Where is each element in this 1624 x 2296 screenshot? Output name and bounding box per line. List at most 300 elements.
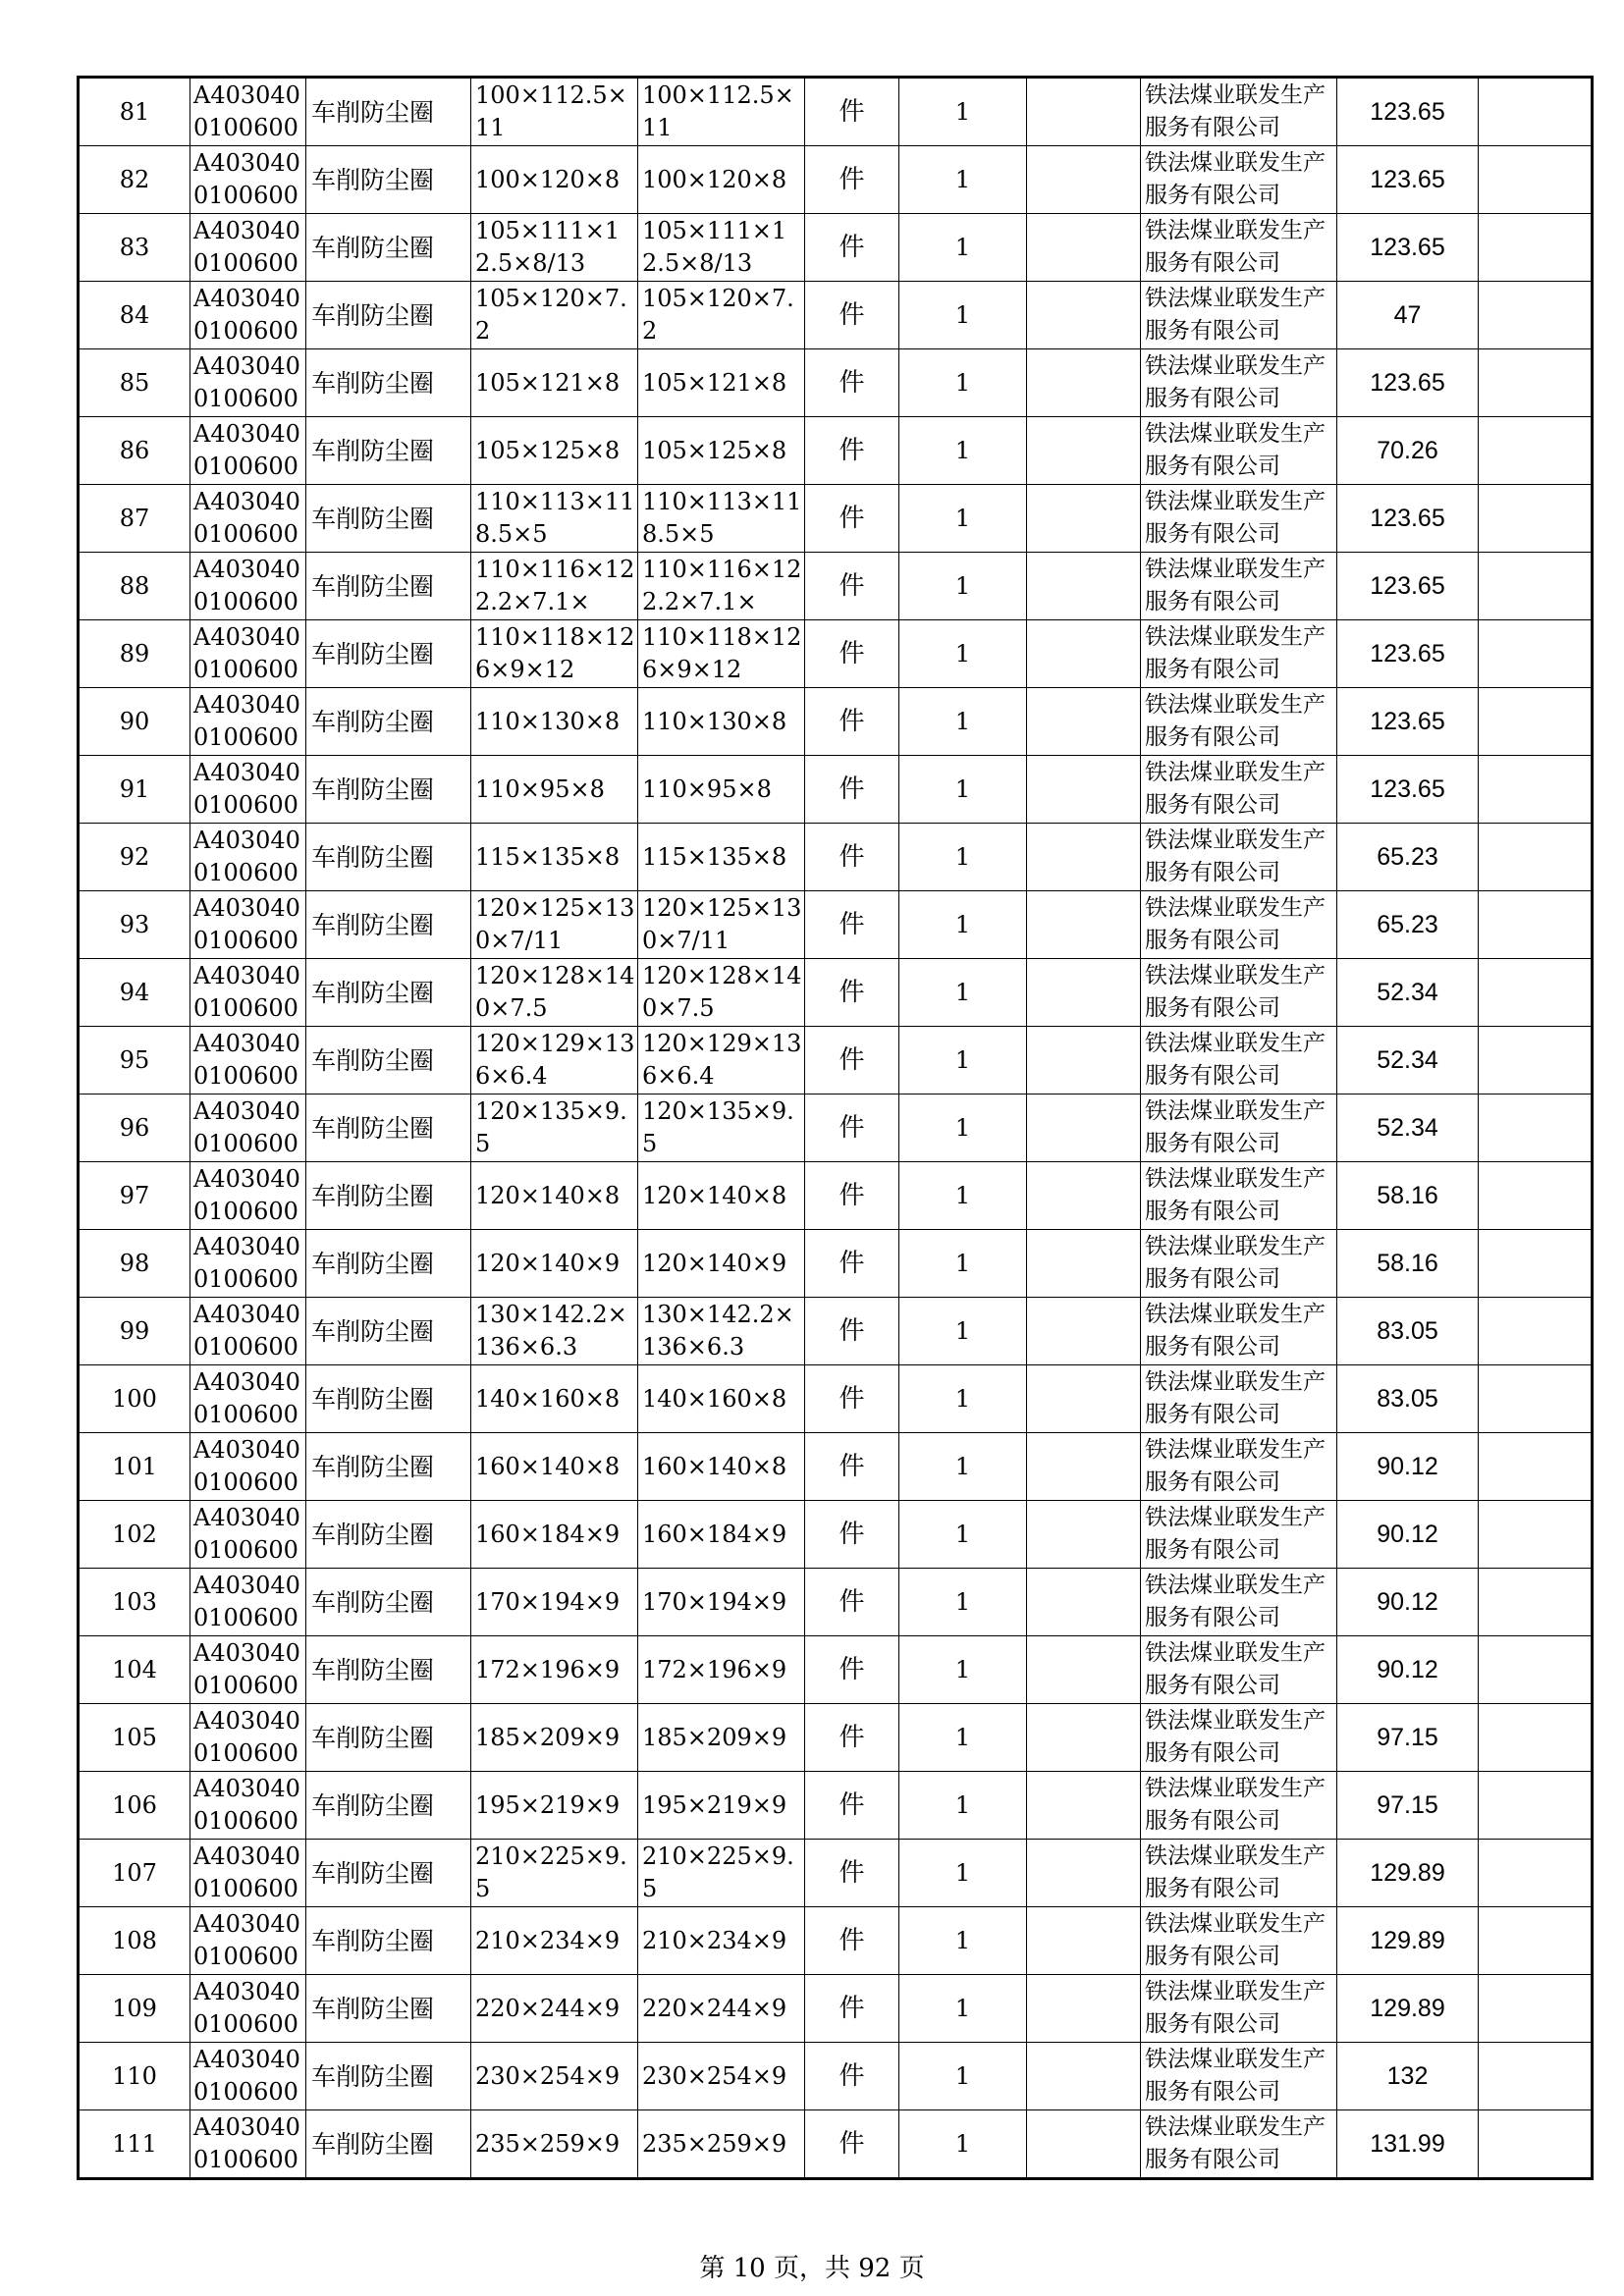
cell-unit: 件 [805,2110,899,2179]
cell-material-code [190,1298,306,1365]
material-code-line-1: A403040 [193,691,300,719]
material-code-line-2: 0100600 [193,791,298,819]
cell-material-code [190,2110,306,2179]
cell-serial-number: 97 [79,1162,190,1230]
cell-supplier: 铁法煤业联发生产服务有限公司 [1141,824,1337,891]
cell-supplier: 铁法煤业联发生产服务有限公司 [1141,756,1337,824]
cell-remark [1479,417,1593,485]
table-row [79,2110,1593,2179]
cell-supplier: 铁法煤业联发生产服务有限公司 [1141,1704,1337,1772]
cell-price: 52.34 [1337,1095,1479,1162]
cell-model: 230×254×9 [638,2043,805,2110]
cell-model: 130×142.2×136×6.3 [638,1298,805,1365]
cell-unit: 件 [805,1636,899,1704]
cell-specification: 210×225×9.5 [471,1840,638,1907]
material-code-line-1: A403040 [193,217,300,244]
cell-quantity: 1 [899,1162,1027,1230]
cell-quantity: 1 [899,2110,1027,2179]
cell-empty [1027,1365,1141,1433]
price-list-table-container [77,76,1591,2180]
cell-quantity: 1 [899,959,1027,1027]
cell-model: 100×112.5×11 [638,78,805,146]
cell-supplier: 铁法煤业联发生产服务有限公司 [1141,485,1337,553]
cell-unit: 件 [805,1433,899,1501]
material-code-line-1: A403040 [193,759,300,786]
table-body [79,78,1593,2179]
cell-quantity: 1 [899,349,1027,417]
cell-price: 58.16 [1337,1162,1479,1230]
cell-serial-number: 94 [79,959,190,1027]
cell-remark [1479,620,1593,688]
cell-remark [1479,485,1593,553]
cell-unit: 件 [805,1772,899,1840]
cell-empty [1027,1298,1141,1365]
cell-supplier: 铁法煤业联发生产服务有限公司 [1141,1298,1337,1365]
cell-serial-number: 92 [79,824,190,891]
cell-price: 132 [1337,2043,1479,2110]
cell-remark [1479,1569,1593,1636]
cell-unit: 件 [805,2043,899,2110]
material-code-line-1: A403040 [193,894,300,922]
cell-material-name: 车削防尘圈 [306,824,471,891]
cell-unit: 件 [805,756,899,824]
cell-remark [1479,1704,1593,1772]
cell-remark [1479,1975,1593,2043]
cell-empty [1027,1230,1141,1298]
material-code-line-2: 0100600 [193,182,298,209]
cell-unit: 件 [805,1501,899,1569]
cell-quantity: 1 [899,1095,1027,1162]
price-list-table [77,76,1594,2180]
cell-price: 65.23 [1337,891,1479,959]
cell-serial-number: 101 [79,1433,190,1501]
cell-material-code [190,756,306,824]
material-code-line-2: 0100600 [193,1875,298,1902]
cell-material-code [190,1027,306,1095]
material-code-line-1: A403040 [193,285,300,312]
cell-model: 120×129×136×6.4 [638,1027,805,1095]
cell-material-name: 车削防尘圈 [306,620,471,688]
table-row [79,1365,1593,1433]
cell-empty [1027,1772,1141,1840]
cell-model: 105×111×12.5×8/13 [638,214,805,282]
cell-material-name: 车削防尘圈 [306,1704,471,1772]
cell-material-code [190,1975,306,2043]
cell-empty [1027,2110,1141,2179]
cell-specification: 120×140×8 [471,1162,638,1230]
table-row [79,1027,1593,1095]
table-row [79,1636,1593,1704]
cell-model: 115×135×8 [638,824,805,891]
cell-model: 160×184×9 [638,1501,805,1569]
material-code-line-2: 0100600 [193,1672,298,1699]
cell-model: 100×120×8 [638,146,805,214]
cell-quantity: 1 [899,891,1027,959]
cell-specification: 105×121×8 [471,349,638,417]
cell-quantity: 1 [899,214,1027,282]
cell-material-name: 车削防尘圈 [306,1433,471,1501]
cell-supplier: 铁法煤业联发生产服务有限公司 [1141,1027,1337,1095]
cell-price: 52.34 [1337,1027,1479,1095]
cell-quantity: 1 [899,620,1027,688]
cell-material-name: 车削防尘圈 [306,1095,471,1162]
material-code-line-2: 0100600 [193,723,298,751]
material-code-line-2: 0100600 [193,656,298,683]
cell-empty [1027,417,1141,485]
cell-quantity: 1 [899,1230,1027,1298]
cell-model: 235×259×9 [638,2110,805,2179]
cell-remark [1479,2043,1593,2110]
cell-empty [1027,214,1141,282]
cell-unit: 件 [805,824,899,891]
table-row [79,1298,1593,1365]
cell-supplier: 铁法煤业联发生产服务有限公司 [1141,1501,1337,1569]
cell-unit: 件 [805,214,899,282]
cell-unit: 件 [805,1095,899,1162]
cell-price: 47 [1337,282,1479,349]
cell-specification: 172×196×9 [471,1636,638,1704]
table-row [79,891,1593,959]
cell-remark [1479,1365,1593,1433]
cell-supplier: 铁法煤业联发生产服务有限公司 [1141,282,1337,349]
cell-serial-number: 89 [79,620,190,688]
cell-model: 160×140×8 [638,1433,805,1501]
cell-material-name: 车削防尘圈 [306,1975,471,2043]
material-code-line-1: A403040 [193,1842,300,1870]
cell-material-name: 车削防尘圈 [306,1772,471,1840]
cell-specification: 160×184×9 [471,1501,638,1569]
cell-empty [1027,1433,1141,1501]
cell-quantity: 1 [899,146,1027,214]
cell-specification: 115×135×8 [471,824,638,891]
cell-unit: 件 [805,1840,899,1907]
cell-quantity: 1 [899,2043,1027,2110]
table-row [79,1501,1593,1569]
cell-serial-number: 85 [79,349,190,417]
cell-empty [1027,756,1141,824]
cell-remark [1479,1772,1593,1840]
cell-price: 97.15 [1337,1704,1479,1772]
cell-model: 110×118×126×9×12 [638,620,805,688]
cell-material-name: 车削防尘圈 [306,1907,471,1975]
cell-specification: 120×140×9 [471,1230,638,1298]
cell-serial-number: 82 [79,146,190,214]
table-row [79,959,1593,1027]
cell-empty [1027,1636,1141,1704]
cell-material-name: 车削防尘圈 [306,959,471,1027]
cell-unit: 件 [805,349,899,417]
cell-model: 120×128×140×7.5 [638,959,805,1027]
cell-unit: 件 [805,688,899,756]
material-code-line-2: 0100600 [193,1468,298,1496]
material-code-line-2: 0100600 [193,1062,298,1090]
cell-quantity: 1 [899,1298,1027,1365]
material-code-line-2: 0100600 [193,2146,298,2173]
cell-material-code [190,553,306,620]
table-row [79,146,1593,214]
cell-material-code [190,620,306,688]
cell-supplier: 铁法煤业联发生产服务有限公司 [1141,1230,1337,1298]
cell-empty [1027,1569,1141,1636]
cell-quantity: 1 [899,485,1027,553]
cell-material-name: 车削防尘圈 [306,756,471,824]
material-code-line-2: 0100600 [193,1739,298,1767]
cell-unit: 件 [805,1162,899,1230]
material-code-line-1: A403040 [193,1639,300,1667]
cell-material-code [190,485,306,553]
cell-price: 123.65 [1337,553,1479,620]
cell-material-name: 车削防尘圈 [306,688,471,756]
cell-serial-number: 109 [79,1975,190,2043]
cell-empty [1027,688,1141,756]
cell-supplier: 铁法煤业联发生产服务有限公司 [1141,1569,1337,1636]
cell-material-name: 车削防尘圈 [306,78,471,146]
material-code-line-1: A403040 [193,1233,300,1260]
cell-empty [1027,891,1141,959]
cell-empty [1027,553,1141,620]
cell-supplier: 铁法煤业联发生产服务有限公司 [1141,553,1337,620]
cell-serial-number: 91 [79,756,190,824]
cell-serial-number: 98 [79,1230,190,1298]
cell-empty [1027,959,1141,1027]
cell-material-code [190,959,306,1027]
cell-model: 110×113×118.5×5 [638,485,805,553]
material-code-line-2: 0100600 [193,520,298,548]
cell-empty [1027,1975,1141,2043]
cell-remark [1479,1840,1593,1907]
cell-remark [1479,282,1593,349]
cell-price: 123.65 [1337,756,1479,824]
cell-serial-number: 93 [79,891,190,959]
cell-empty [1027,824,1141,891]
cell-material-code [190,1704,306,1772]
cell-price: 90.12 [1337,1433,1479,1501]
cell-empty [1027,146,1141,214]
cell-material-name: 车削防尘圈 [306,553,471,620]
cell-specification: 230×254×9 [471,2043,638,2110]
cell-supplier: 铁法煤业联发生产服务有限公司 [1141,1907,1337,1975]
table-row [79,1772,1593,1840]
cell-material-code [190,824,306,891]
cell-material-name: 车削防尘圈 [306,1840,471,1907]
cell-remark [1479,553,1593,620]
cell-empty [1027,349,1141,417]
cell-empty [1027,282,1141,349]
cell-remark [1479,1298,1593,1365]
cell-serial-number: 103 [79,1569,190,1636]
table-row [79,824,1593,891]
cell-empty [1027,485,1141,553]
cell-supplier: 铁法煤业联发生产服务有限公司 [1141,1162,1337,1230]
cell-supplier: 铁法煤业联发生产服务有限公司 [1141,2110,1337,2179]
cell-empty [1027,78,1141,146]
cell-specification: 110×130×8 [471,688,638,756]
material-code-line-2: 0100600 [193,317,298,345]
cell-quantity: 1 [899,1501,1027,1569]
cell-material-code [190,214,306,282]
cell-serial-number: 81 [79,78,190,146]
cell-unit: 件 [805,1569,899,1636]
cell-price: 70.26 [1337,417,1479,485]
cell-unit: 件 [805,485,899,553]
cell-remark [1479,1027,1593,1095]
cell-price: 123.65 [1337,620,1479,688]
cell-model: 120×140×8 [638,1162,805,1230]
cell-unit: 件 [805,891,899,959]
cell-model: 120×140×9 [638,1230,805,1298]
cell-specification: 170×194×9 [471,1569,638,1636]
cell-remark [1479,1230,1593,1298]
cell-material-name: 车削防尘圈 [306,2110,471,2179]
cell-specification: 195×219×9 [471,1772,638,1840]
cell-material-name: 车削防尘圈 [306,2043,471,2110]
material-code-line-1: A403040 [193,827,300,854]
cell-empty [1027,1840,1141,1907]
cell-remark [1479,214,1593,282]
cell-price: 90.12 [1337,1501,1479,1569]
table-row [79,282,1593,349]
cell-quantity: 1 [899,417,1027,485]
cell-material-code [190,1095,306,1162]
cell-quantity: 1 [899,553,1027,620]
material-code-line-2: 0100600 [193,859,298,886]
cell-remark [1479,756,1593,824]
cell-supplier: 铁法煤业联发生产服务有限公司 [1141,1636,1337,1704]
cell-specification: 120×135×9.5 [471,1095,638,1162]
cell-quantity: 1 [899,282,1027,349]
cell-specification: 140×160×8 [471,1365,638,1433]
cell-remark [1479,1162,1593,1230]
material-code-line-2: 0100600 [193,2010,298,2038]
cell-remark [1479,1907,1593,1975]
cell-material-code [190,1840,306,1907]
cell-material-name: 车削防尘圈 [306,349,471,417]
table-row [79,1162,1593,1230]
table-row [79,1569,1593,1636]
material-code-line-1: A403040 [193,1978,300,2005]
cell-specification: 185×209×9 [471,1704,638,1772]
cell-supplier: 铁法煤业联发生产服务有限公司 [1141,688,1337,756]
cell-specification: 120×129×136×6.4 [471,1027,638,1095]
page-number: 第 10 页，共 92 页 [699,2254,925,2283]
cell-material-code [190,1365,306,1433]
material-code-line-1: A403040 [193,2046,300,2073]
cell-remark [1479,1501,1593,1569]
cell-model: 210×234×9 [638,1907,805,1975]
material-code-line-2: 0100600 [193,114,298,141]
material-code-line-1: A403040 [193,1097,300,1125]
table-row [79,756,1593,824]
cell-empty [1027,1162,1141,1230]
cell-empty [1027,2043,1141,2110]
cell-serial-number: 99 [79,1298,190,1365]
cell-quantity: 1 [899,1433,1027,1501]
table-row [79,485,1593,553]
material-code-line-1: A403040 [193,1572,300,1599]
cell-empty [1027,1027,1141,1095]
material-code-line-1: A403040 [193,1165,300,1193]
cell-model: 120×125×130×7/11 [638,891,805,959]
cell-model: 105×121×8 [638,349,805,417]
cell-price: 123.65 [1337,485,1479,553]
cell-serial-number: 86 [79,417,190,485]
cell-model: 110×116×122.2×7.1× [638,553,805,620]
cell-specification: 235×259×9 [471,2110,638,2179]
table-row [79,2043,1593,2110]
cell-remark [1479,78,1593,146]
cell-remark [1479,959,1593,1027]
material-code-line-2: 0100600 [193,385,298,412]
cell-price: 123.65 [1337,78,1479,146]
cell-empty [1027,1907,1141,1975]
cell-model: 210×225×9.5 [638,1840,805,1907]
cell-specification: 105×125×8 [471,417,638,485]
cell-specification: 120×128×140×7.5 [471,959,638,1027]
cell-quantity: 1 [899,1907,1027,1975]
cell-material-code [190,1907,306,1975]
cell-model: 170×194×9 [638,1569,805,1636]
cell-supplier: 铁法煤业联发生产服务有限公司 [1141,959,1337,1027]
cell-quantity: 1 [899,756,1027,824]
cell-price: 83.05 [1337,1365,1479,1433]
cell-model: 105×125×8 [638,417,805,485]
cell-material-code [190,688,306,756]
material-code-line-2: 0100600 [193,453,298,480]
cell-serial-number: 96 [79,1095,190,1162]
cell-price: 97.15 [1337,1772,1479,1840]
cell-material-code [190,891,306,959]
cell-material-name: 车削防尘圈 [306,485,471,553]
cell-unit: 件 [805,1704,899,1772]
cell-model: 105×120×7.2 [638,282,805,349]
cell-supplier: 铁法煤业联发生产服务有限公司 [1141,1772,1337,1840]
cell-model: 172×196×9 [638,1636,805,1704]
cell-model: 120×135×9.5 [638,1095,805,1162]
cell-quantity: 1 [899,78,1027,146]
material-code-line-2: 0100600 [193,1265,298,1293]
cell-specification: 220×244×9 [471,1975,638,2043]
cell-unit: 件 [805,146,899,214]
cell-remark [1479,2110,1593,2179]
cell-empty [1027,1095,1141,1162]
cell-supplier: 铁法煤业联发生产服务有限公司 [1141,1433,1337,1501]
cell-supplier: 铁法煤业联发生产服务有限公司 [1141,146,1337,214]
cell-supplier: 铁法煤业联发生产服务有限公司 [1141,214,1337,282]
material-code-line-1: A403040 [193,1504,300,1531]
cell-quantity: 1 [899,688,1027,756]
cell-remark [1479,146,1593,214]
cell-serial-number: 108 [79,1907,190,1975]
cell-material-name: 车削防尘圈 [306,146,471,214]
table-row [79,1840,1593,1907]
material-code-line-1: A403040 [193,352,300,380]
cell-material-name: 车削防尘圈 [306,1501,471,1569]
cell-unit: 件 [805,78,899,146]
cell-material-code [190,2043,306,2110]
cell-remark [1479,1433,1593,1501]
table-row [79,349,1593,417]
material-code-line-2: 0100600 [193,249,298,277]
material-code-line-2: 0100600 [193,1943,298,1970]
cell-price: 131.99 [1337,2110,1479,2179]
material-code-line-2: 0100600 [193,1130,298,1157]
cell-specification: 105×120×7.2 [471,282,638,349]
cell-material-code [190,1772,306,1840]
cell-specification: 160×140×8 [471,1433,638,1501]
cell-price: 129.89 [1337,1840,1479,1907]
cell-material-name: 车削防尘圈 [306,1162,471,1230]
cell-supplier: 铁法煤业联发生产服务有限公司 [1141,1095,1337,1162]
